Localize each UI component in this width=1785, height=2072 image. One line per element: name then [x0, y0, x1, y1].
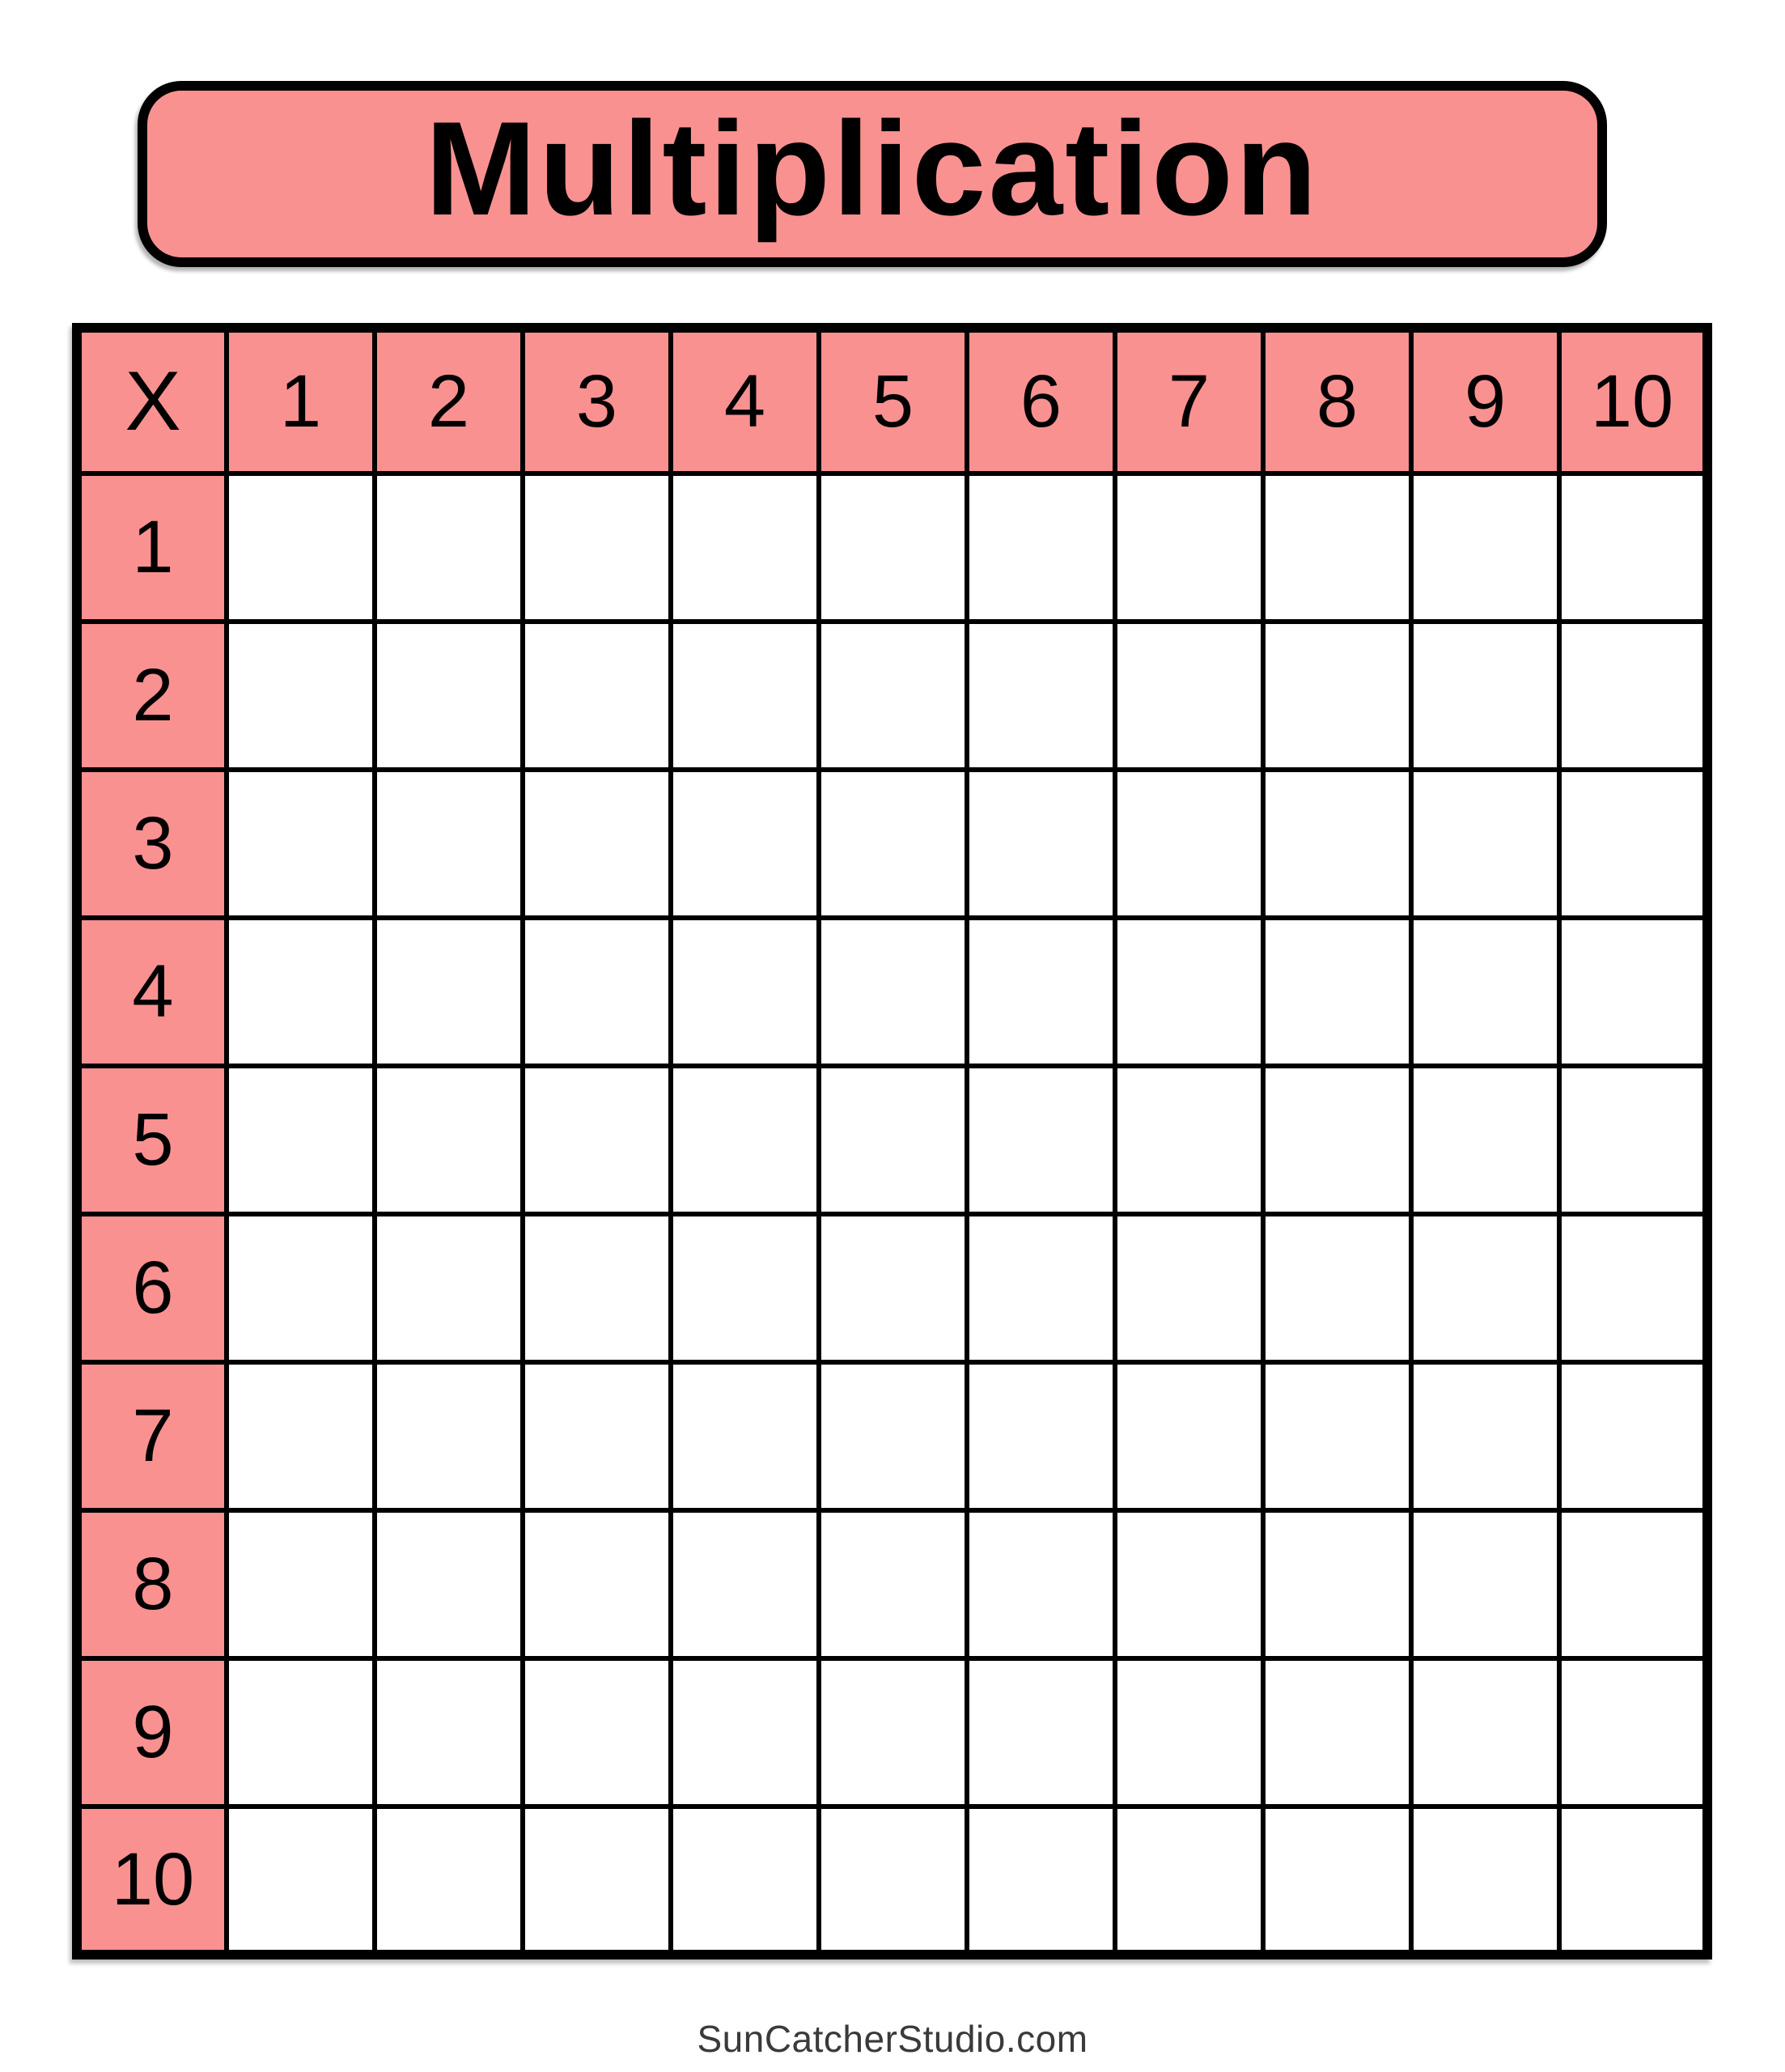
- multiplication-table: [72, 323, 1712, 1959]
- answer-cell-5x3: [523, 1066, 671, 1214]
- table-row-2: [77, 622, 1707, 770]
- answer-cell-2x3: [523, 622, 671, 770]
- title-banner: [138, 81, 1607, 267]
- answer-cell-3x2: [375, 770, 523, 918]
- answer-cell-6x6: [967, 1214, 1115, 1362]
- answer-cell-10x9: [1411, 1807, 1559, 1955]
- answer-cell-4x3: [523, 918, 671, 1066]
- answer-cell-8x9: [1411, 1510, 1559, 1658]
- answer-cell-4x5: [819, 918, 967, 1066]
- answer-cell-7x5: [819, 1362, 967, 1510]
- table-row-3: [77, 770, 1707, 918]
- answer-cell-4x2: [375, 918, 523, 1066]
- answer-cell-8x2: [375, 1510, 523, 1658]
- answer-cell-1x1: [227, 473, 375, 622]
- answer-cell-7x2: [375, 1362, 523, 1510]
- answer-cell-9x1: [227, 1658, 375, 1807]
- answer-cell-2x6: [967, 622, 1115, 770]
- answer-cell-6x4: [671, 1214, 819, 1362]
- answer-cell-3x9: [1411, 770, 1559, 918]
- answer-cell-6x10: [1559, 1214, 1707, 1362]
- answer-cell-9x3: [523, 1658, 671, 1807]
- answer-cell-6x8: [1263, 1214, 1411, 1362]
- answer-cell-5x10: [1559, 1066, 1707, 1214]
- answer-cell-8x6: [967, 1510, 1115, 1658]
- answer-cell-5x4: [671, 1066, 819, 1214]
- answer-cell-5x5: [819, 1066, 967, 1214]
- answer-cell-7x10: [1559, 1362, 1707, 1510]
- answer-cell-2x9: [1411, 622, 1559, 770]
- row-header-4: 4: [77, 918, 227, 1066]
- answer-cell-8x5: [819, 1510, 967, 1658]
- answer-cell-2x7: [1115, 622, 1263, 770]
- column-header-10: 10: [1559, 328, 1707, 473]
- answer-cell-4x1: [227, 918, 375, 1066]
- answer-cell-2x1: [227, 622, 375, 770]
- answer-cell-7x9: [1411, 1362, 1559, 1510]
- answer-cell-10x1: [227, 1807, 375, 1955]
- column-header-3: 3: [523, 328, 671, 473]
- table-row-1: [77, 473, 1707, 622]
- answer-cell-4x7: [1115, 918, 1263, 1066]
- answer-cell-7x6: [967, 1362, 1115, 1510]
- answer-cell-6x1: [227, 1214, 375, 1362]
- row-header-3: 3: [77, 770, 227, 918]
- answer-cell-10x10: [1559, 1807, 1707, 1955]
- answer-cell-3x10: [1559, 770, 1707, 918]
- row-header-9: 9: [77, 1658, 227, 1807]
- answer-cell-3x6: [967, 770, 1115, 918]
- answer-cell-2x8: [1263, 622, 1411, 770]
- answer-cell-1x5: [819, 473, 967, 622]
- corner-multiply-header: X: [77, 328, 227, 473]
- answer-cell-3x1: [227, 770, 375, 918]
- answer-cell-9x8: [1263, 1658, 1411, 1807]
- answer-cell-6x9: [1411, 1214, 1559, 1362]
- table-row-5: [77, 1066, 1707, 1214]
- answer-cell-2x10: [1559, 622, 1707, 770]
- row-header-8: 8: [77, 1510, 227, 1658]
- answer-cell-5x7: [1115, 1066, 1263, 1214]
- row-header-1: 1: [77, 473, 227, 622]
- answer-cell-10x7: [1115, 1807, 1263, 1955]
- answer-cell-5x8: [1263, 1066, 1411, 1214]
- table-row-10: [77, 1807, 1707, 1955]
- answer-cell-3x4: [671, 770, 819, 918]
- answer-cell-3x5: [819, 770, 967, 918]
- answer-cell-1x4: [671, 473, 819, 622]
- answer-cell-3x7: [1115, 770, 1263, 918]
- answer-cell-7x8: [1263, 1362, 1411, 1510]
- answer-cell-9x4: [671, 1658, 819, 1807]
- table-row-9: [77, 1658, 1707, 1807]
- answer-cell-9x9: [1411, 1658, 1559, 1807]
- answer-cell-10x2: [375, 1807, 523, 1955]
- column-header-4: 4: [671, 328, 819, 473]
- column-header-2: 2: [375, 328, 523, 473]
- answer-cell-1x3: [523, 473, 671, 622]
- answer-cell-5x2: [375, 1066, 523, 1214]
- table-row-8: [77, 1510, 1707, 1658]
- column-header-5: 5: [819, 328, 967, 473]
- row-header-6: 6: [77, 1214, 227, 1362]
- answer-cell-8x7: [1115, 1510, 1263, 1658]
- answer-cell-6x3: [523, 1214, 671, 1362]
- column-header-8: 8: [1263, 328, 1411, 473]
- answer-cell-8x10: [1559, 1510, 1707, 1658]
- answer-cell-10x6: [967, 1807, 1115, 1955]
- answer-cell-2x2: [375, 622, 523, 770]
- answer-cell-7x4: [671, 1362, 819, 1510]
- row-header-7: 7: [77, 1362, 227, 1510]
- answer-cell-1x10: [1559, 473, 1707, 622]
- answer-cell-1x6: [967, 473, 1115, 622]
- answer-cell-3x3: [523, 770, 671, 918]
- answer-cell-1x9: [1411, 473, 1559, 622]
- answer-cell-4x6: [967, 918, 1115, 1066]
- answer-cell-1x8: [1263, 473, 1411, 622]
- answer-cell-5x6: [967, 1066, 1115, 1214]
- answer-cell-4x9: [1411, 918, 1559, 1066]
- page-title: Multiplication: [425, 93, 1320, 243]
- answer-cell-9x6: [967, 1658, 1115, 1807]
- answer-cell-9x5: [819, 1658, 967, 1807]
- column-header-9: 9: [1411, 328, 1559, 473]
- table-body: [77, 473, 1707, 1955]
- answer-cell-1x7: [1115, 473, 1263, 622]
- answer-cell-1x2: [375, 473, 523, 622]
- answer-cell-7x1: [227, 1362, 375, 1510]
- column-header-6: 6: [967, 328, 1115, 473]
- answer-cell-10x3: [523, 1807, 671, 1955]
- row-header-10: 10: [77, 1807, 227, 1955]
- answer-cell-9x7: [1115, 1658, 1263, 1807]
- answer-cell-6x5: [819, 1214, 967, 1362]
- answer-cell-10x4: [671, 1807, 819, 1955]
- answer-cell-4x8: [1263, 918, 1411, 1066]
- answer-cell-6x7: [1115, 1214, 1263, 1362]
- table-header-row: [77, 328, 1707, 473]
- row-header-5: 5: [77, 1066, 227, 1214]
- answer-cell-2x4: [671, 622, 819, 770]
- answer-cell-9x2: [375, 1658, 523, 1807]
- answer-cell-8x4: [671, 1510, 819, 1658]
- answer-cell-8x1: [227, 1510, 375, 1658]
- footer-site-credit: SunCatcherStudio.com: [697, 2018, 1088, 2060]
- answer-cell-5x9: [1411, 1066, 1559, 1214]
- answer-cell-4x10: [1559, 918, 1707, 1066]
- answer-cell-8x8: [1263, 1510, 1411, 1658]
- table-row-7: [77, 1362, 1707, 1510]
- answer-cell-2x5: [819, 622, 967, 770]
- row-header-2: 2: [77, 622, 227, 770]
- answer-cell-6x2: [375, 1214, 523, 1362]
- answer-cell-4x4: [671, 918, 819, 1066]
- answer-cell-7x3: [523, 1362, 671, 1510]
- answer-cell-9x10: [1559, 1658, 1707, 1807]
- answer-cell-5x1: [227, 1066, 375, 1214]
- answer-cell-8x3: [523, 1510, 671, 1658]
- answer-cell-7x7: [1115, 1362, 1263, 1510]
- table-row-4: [77, 918, 1707, 1066]
- column-header-7: 7: [1115, 328, 1263, 473]
- answer-cell-10x8: [1263, 1807, 1411, 1955]
- answer-cell-10x5: [819, 1807, 967, 1955]
- table-row-6: [77, 1214, 1707, 1362]
- answer-cell-3x8: [1263, 770, 1411, 918]
- column-header-1: 1: [227, 328, 375, 473]
